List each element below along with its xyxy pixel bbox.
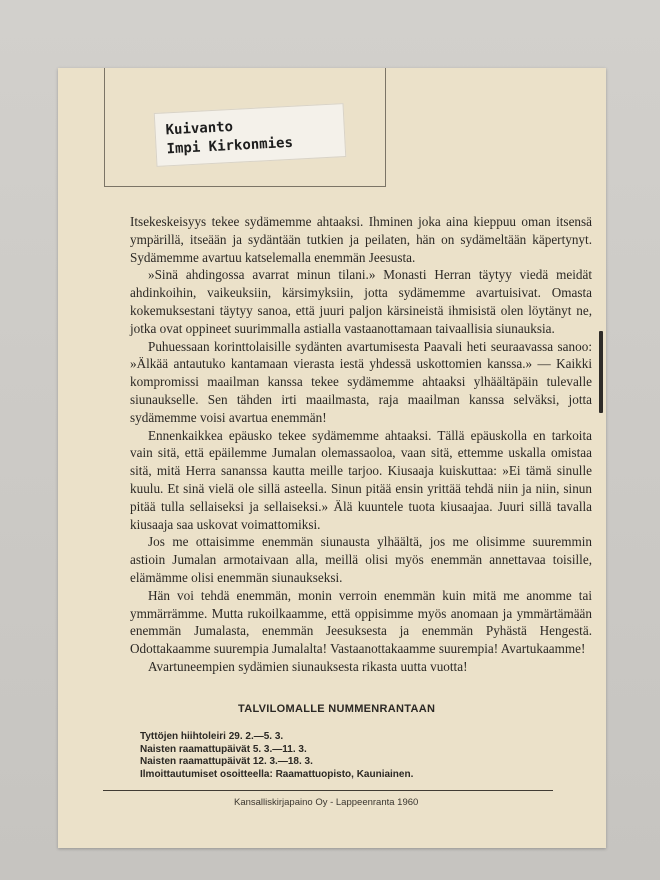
paragraph-1: Itsekeskeisyys tekee sydämemme ahtaaksi. Ihminen joka aina kieppuu oman itsensä ympärillä, itseään ja sydäntään tutkien ja peilaten, hän on sydämeltään käpertynyt. Sydämemme avartuu katselemalla enemmän Jeesusta.: [130, 214, 592, 265]
address-label-frame: [104, 68, 386, 187]
paragraph-5: Jos me ottaisimme enemmän siunausta ylhäältä, jos me olisimme suuremmin astioin Jumalan armotaivaan alla, meillä olisi myös enemmän annettavaa toisille, elämämme olisi enemmän siunaukseksi.: [130, 534, 592, 585]
announcement-line: Naisten raamattupäivät 5. 3.—11. 3.: [140, 743, 307, 755]
paragraph-2: »Sinä ahdingossa avarrat minun tilani.» Monasti Herran täytyy viedä meidät ahdinkoihin, vaikeuksiin, kärsimyksiin, jotta sydämemme avartuisivat. Omasta kokemuksestani täytyy sanoa, että juuri paljon kärsineistä ihmisistä olen löytänyt ne, jotka ovat oppineet suurimmalla astialla vastaanottamaan taivaallisia siunauksia.: [130, 267, 592, 336]
sticker-line-2: Impi Kirkonmies: [166, 134, 294, 158]
paragraph-6: Hän voi tehdä enemmän, monin verroin enemmän kuin mitä me anomme tai ymmärrämme. Mutta rukoilkaamme, että oppisimme myös anomaan ja ymmärtämään enemmän Jumalasta, enemmän Jeesuksesta ja enemmän Pyhästä Hengestä. Odottakaamme suurempia Jumalalta! Vastaanottakaamme suurempia! Avartukaamme!: [130, 587, 592, 657]
printer-imprint: Kansalliskirjapaino Oy - Lappeenranta 1960: [234, 797, 419, 808]
footer-divider: [103, 790, 553, 791]
article-body: [130, 213, 592, 676]
name-sticker: [154, 103, 347, 167]
paragraph-7: Avartuneempien sydämien siunauksesta rikasta uutta vuotta!: [148, 658, 468, 674]
booklet-back-page: [58, 68, 606, 848]
announcement-line: Naisten raamattupäivät 12. 3.—18. 3.: [140, 756, 313, 767]
paragraph-3: Puhuessaan korinttolaisille sydänten avartumisesta Paavali heti seuraavassa sanoo: »Älkää antautuko kantamaan vierasta iestä yhdessä uskottomien kanssa.» — Kaikki kompromissi maailman kanssa tekee sydämemme ahtaaksi ylhäältäpäin tulevalle siunaukselle. Sen tähden irti maailmasta, raja maailman kanssa selväksi, jotta sydämemme voisi avartua enemmän!: [130, 338, 592, 425]
sticker-line-1: Kuivanto: [165, 118, 234, 139]
announcement-list: [140, 731, 520, 781]
announcement-heading: TALVILOMALLE NUMMENRANTAAN: [238, 703, 436, 715]
announcement-line: Tyttöjen hiihtoleiri 29. 2.—5. 3.: [140, 731, 284, 742]
staple: [599, 331, 603, 413]
announcement-line: Ilmoittautumiset osoitteella: Raamattuopisto, Kauniainen.: [140, 768, 414, 780]
paragraph-4: Ennenkaikkea epäusko tekee sydämemme ahtaaksi. Tällä epäuskolla en tarkoita vain sitä, että epäilemme Jumalan olemassaoloa, vaan sitä, ettemme uskalla omistaa sitä, mitä Herra sananssa kautta meille tarjoo. Kiusaaja kuiskuttaa: »Ei tämä sinulle kuulu. Et sinä vielä ole sillä asteella. Sinun pitää ensin yrittää tehdä niin ja niin, sinun pitää tulla sellaiseksi ja sellaiseksi.» Älä kuuntele tuota kiusaajaa. Juuri sillä tavalla kiusaaja saa uskovat voimattomiksi.: [130, 427, 592, 532]
